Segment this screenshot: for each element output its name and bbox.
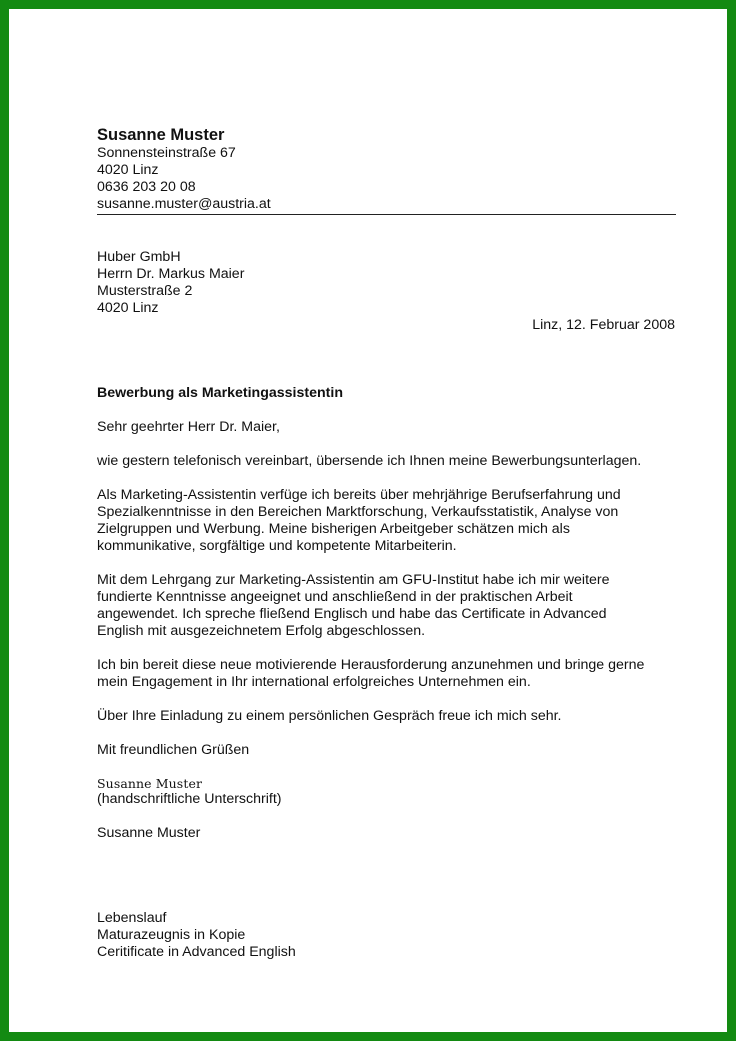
salutation: Sehr geehrter Herr Dr. Maier,: [97, 419, 280, 435]
recipient-block: [97, 249, 676, 317]
enclosure-item: Lebenslauf: [97, 910, 167, 926]
paragraph-5: [97, 708, 676, 725]
paragraph-4: [97, 657, 676, 691]
sender-city: 4020 Linz: [97, 162, 159, 178]
recipient-person: Herrn Dr. Markus Maier: [97, 266, 245, 282]
sender-phone: 0636 203 20 08: [97, 179, 196, 195]
paragraph-line: Als Marketing-Assistentin verfüge ich bereits über mehrjährige Berufserfahrung und: [97, 487, 621, 503]
letter-body: [97, 125, 676, 961]
paragraph-line: mein Engagement in Ihr international erfolgreiches Unternehmen ein.: [97, 674, 531, 690]
enclosure-item: Ceritificate in Advanced English: [97, 944, 296, 960]
enclosure-item: Maturazeugnis in Kopie: [97, 927, 246, 943]
sender-street: Sonnensteinstraße 67: [97, 145, 236, 161]
paragraph-line: Spezialkenntnisse in den Bereichen Marktforschung, Verkaufsstatistik, Analyse von: [97, 504, 619, 520]
paragraph-line: English mit ausgezeichnetem Erfolg abgeschlossen.: [97, 623, 426, 639]
recipient-company: Huber GmbH: [97, 249, 181, 265]
enclosures-list: [97, 910, 676, 961]
paragraph-line: Über Ihre Einladung zu einem persönlichen Gespräch freue ich mich sehr.: [97, 708, 562, 724]
signature-script: Susanne Muster: [97, 776, 203, 791]
letter-date: Linz, 12. Februar 2008: [532, 317, 675, 333]
paragraph-2: [97, 487, 676, 555]
closing-line: Mit freundlichen Grüßen: [97, 742, 250, 758]
sender-email: susanne.muster@austria.at: [97, 196, 271, 212]
recipient-street: Musterstraße 2: [97, 283, 193, 299]
sender-name: Susanne Muster: [97, 126, 225, 144]
sender-block: [97, 125, 676, 215]
letter-subject: Bewerbung als Marketingassistentin: [97, 385, 343, 401]
paragraph-line: Zielgruppen und Werbung. Meine bisherigen Arbeitgeber schätzen mich als: [97, 521, 570, 537]
paragraph-line: kommunikative, sorgfältige und kompetente Mitarbeiterin.: [97, 538, 457, 554]
paragraph-line: Mit dem Lehrgang zur Marketing-Assistentin am GFU-Institut habe ich mir weitere: [97, 572, 610, 588]
paragraph-line: angewendet. Ich spreche fließend Englisch und habe das Certificate in Advanced: [97, 606, 607, 622]
recipient-city: 4020 Linz: [97, 300, 159, 316]
closing: [97, 742, 676, 759]
paragraph-3: [97, 572, 676, 640]
paragraph-1: [97, 453, 676, 470]
paragraph-line: wie gestern telefonisch vereinbart, übersende ich Ihnen meine Bewerbungsunterlagen.: [97, 453, 642, 469]
signature-name: Susanne Muster: [97, 825, 201, 841]
paragraph-line: fundierte Kenntnisse angeeignet und anschließend in der praktischen Arbeit: [97, 589, 573, 605]
signature-note: (handschriftliche Unterschrift): [97, 791, 282, 807]
paragraph-line: Ich bin bereit diese neue motivierende Herausforderung anzunehmen und bringe gerne: [97, 657, 645, 673]
